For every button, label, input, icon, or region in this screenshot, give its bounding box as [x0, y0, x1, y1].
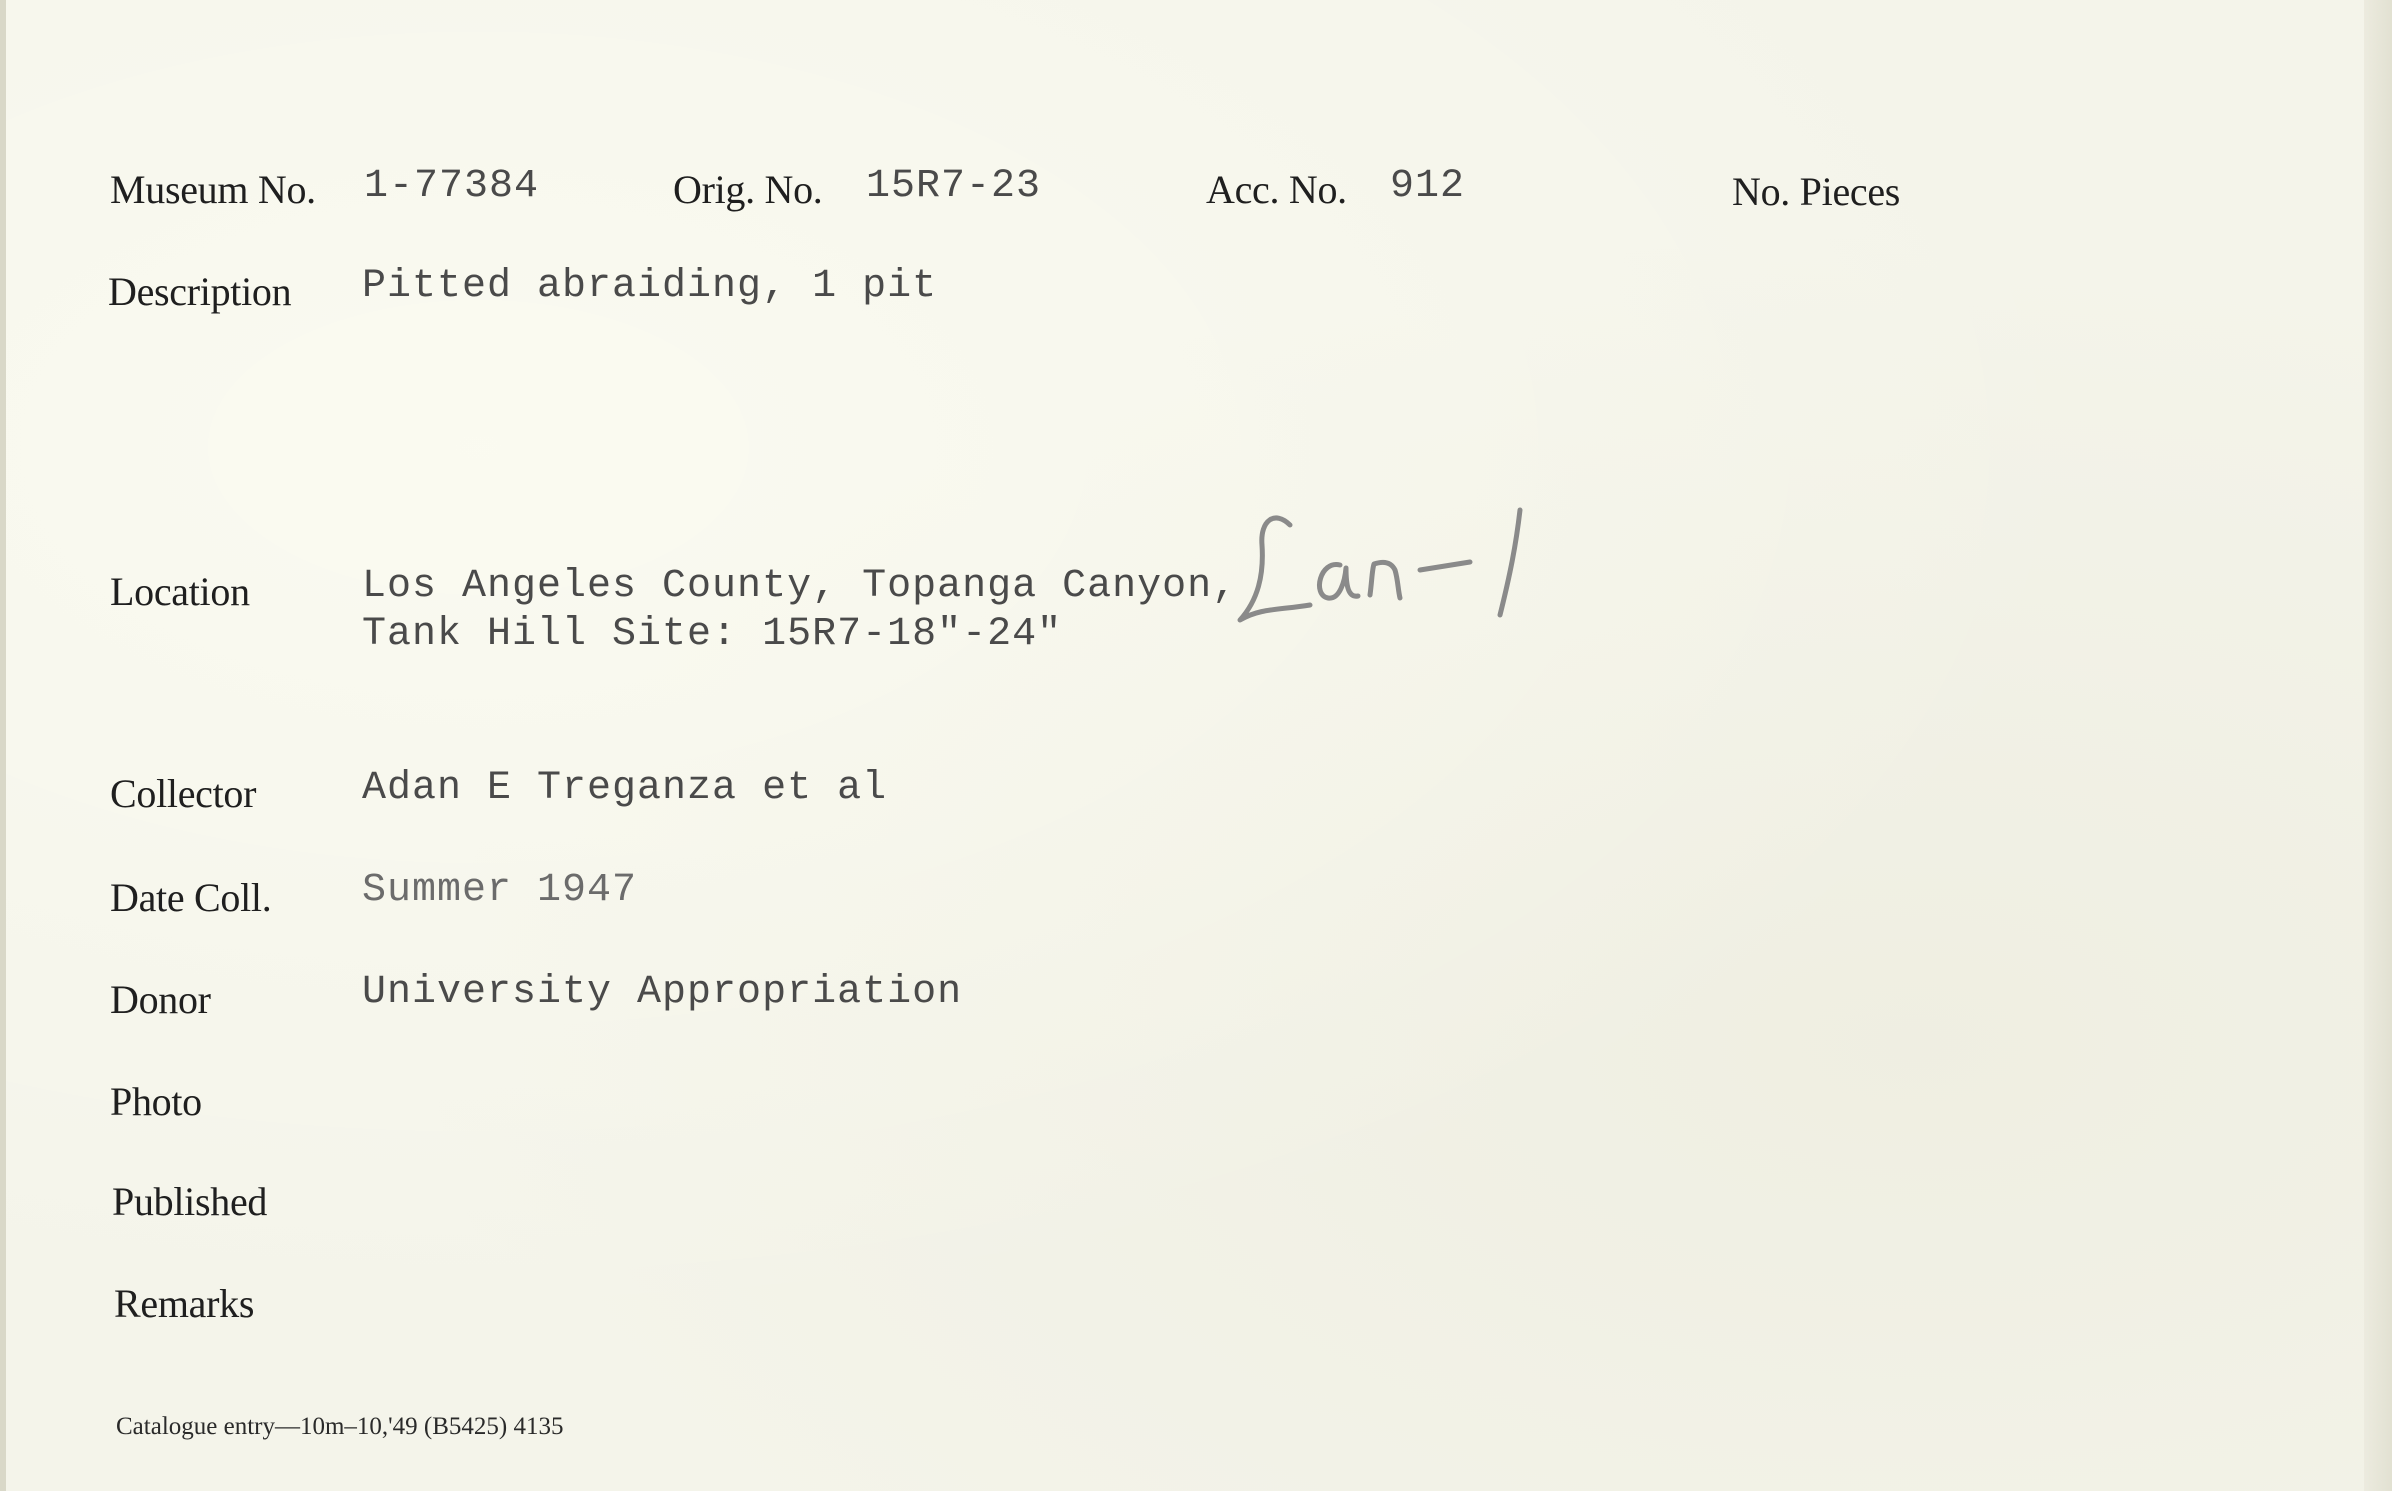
handwritten-site-note: [1220, 490, 1550, 650]
remarks-label: Remarks: [114, 1281, 255, 1326]
date-coll-value: Summer 1947: [362, 868, 638, 913]
orig-no-label: Orig. No.: [673, 167, 823, 212]
orig-no-value: 15R7-23: [866, 164, 1042, 209]
location-line-2: Tank Hill Site: 15R7-18"-24": [362, 612, 1063, 657]
acc-no-value: 912: [1390, 164, 1466, 209]
catalogue-footer: Catalogue entry—10m–10,'49 (B5425) 4135: [116, 1413, 564, 1440]
collector-value: Adan E Treganza et al: [362, 766, 888, 811]
published-label: Published: [112, 1179, 268, 1224]
donor-label: Donor: [110, 977, 211, 1022]
collector-label: Collector: [110, 771, 257, 816]
no-pieces-label: No. Pieces: [1732, 169, 1901, 214]
acc-no-label: Acc. No.: [1206, 167, 1347, 212]
description-value: Pitted abraiding, 1 pit: [362, 264, 938, 309]
location-label: Location: [110, 569, 250, 614]
card-left-edge: [0, 0, 6, 1491]
location-line-1: Los Angeles County, Topanga Canyon,: [362, 564, 1238, 609]
donor-value: University Appropriation: [362, 970, 963, 1015]
description-label: Description: [108, 269, 292, 314]
museum-no-label: Museum No.: [110, 167, 316, 212]
card-right-edge: [2364, 0, 2392, 1491]
museum-no-value: 1-77384: [364, 164, 540, 209]
photo-label: Photo: [110, 1079, 202, 1124]
date-coll-label: Date Coll.: [110, 875, 272, 920]
